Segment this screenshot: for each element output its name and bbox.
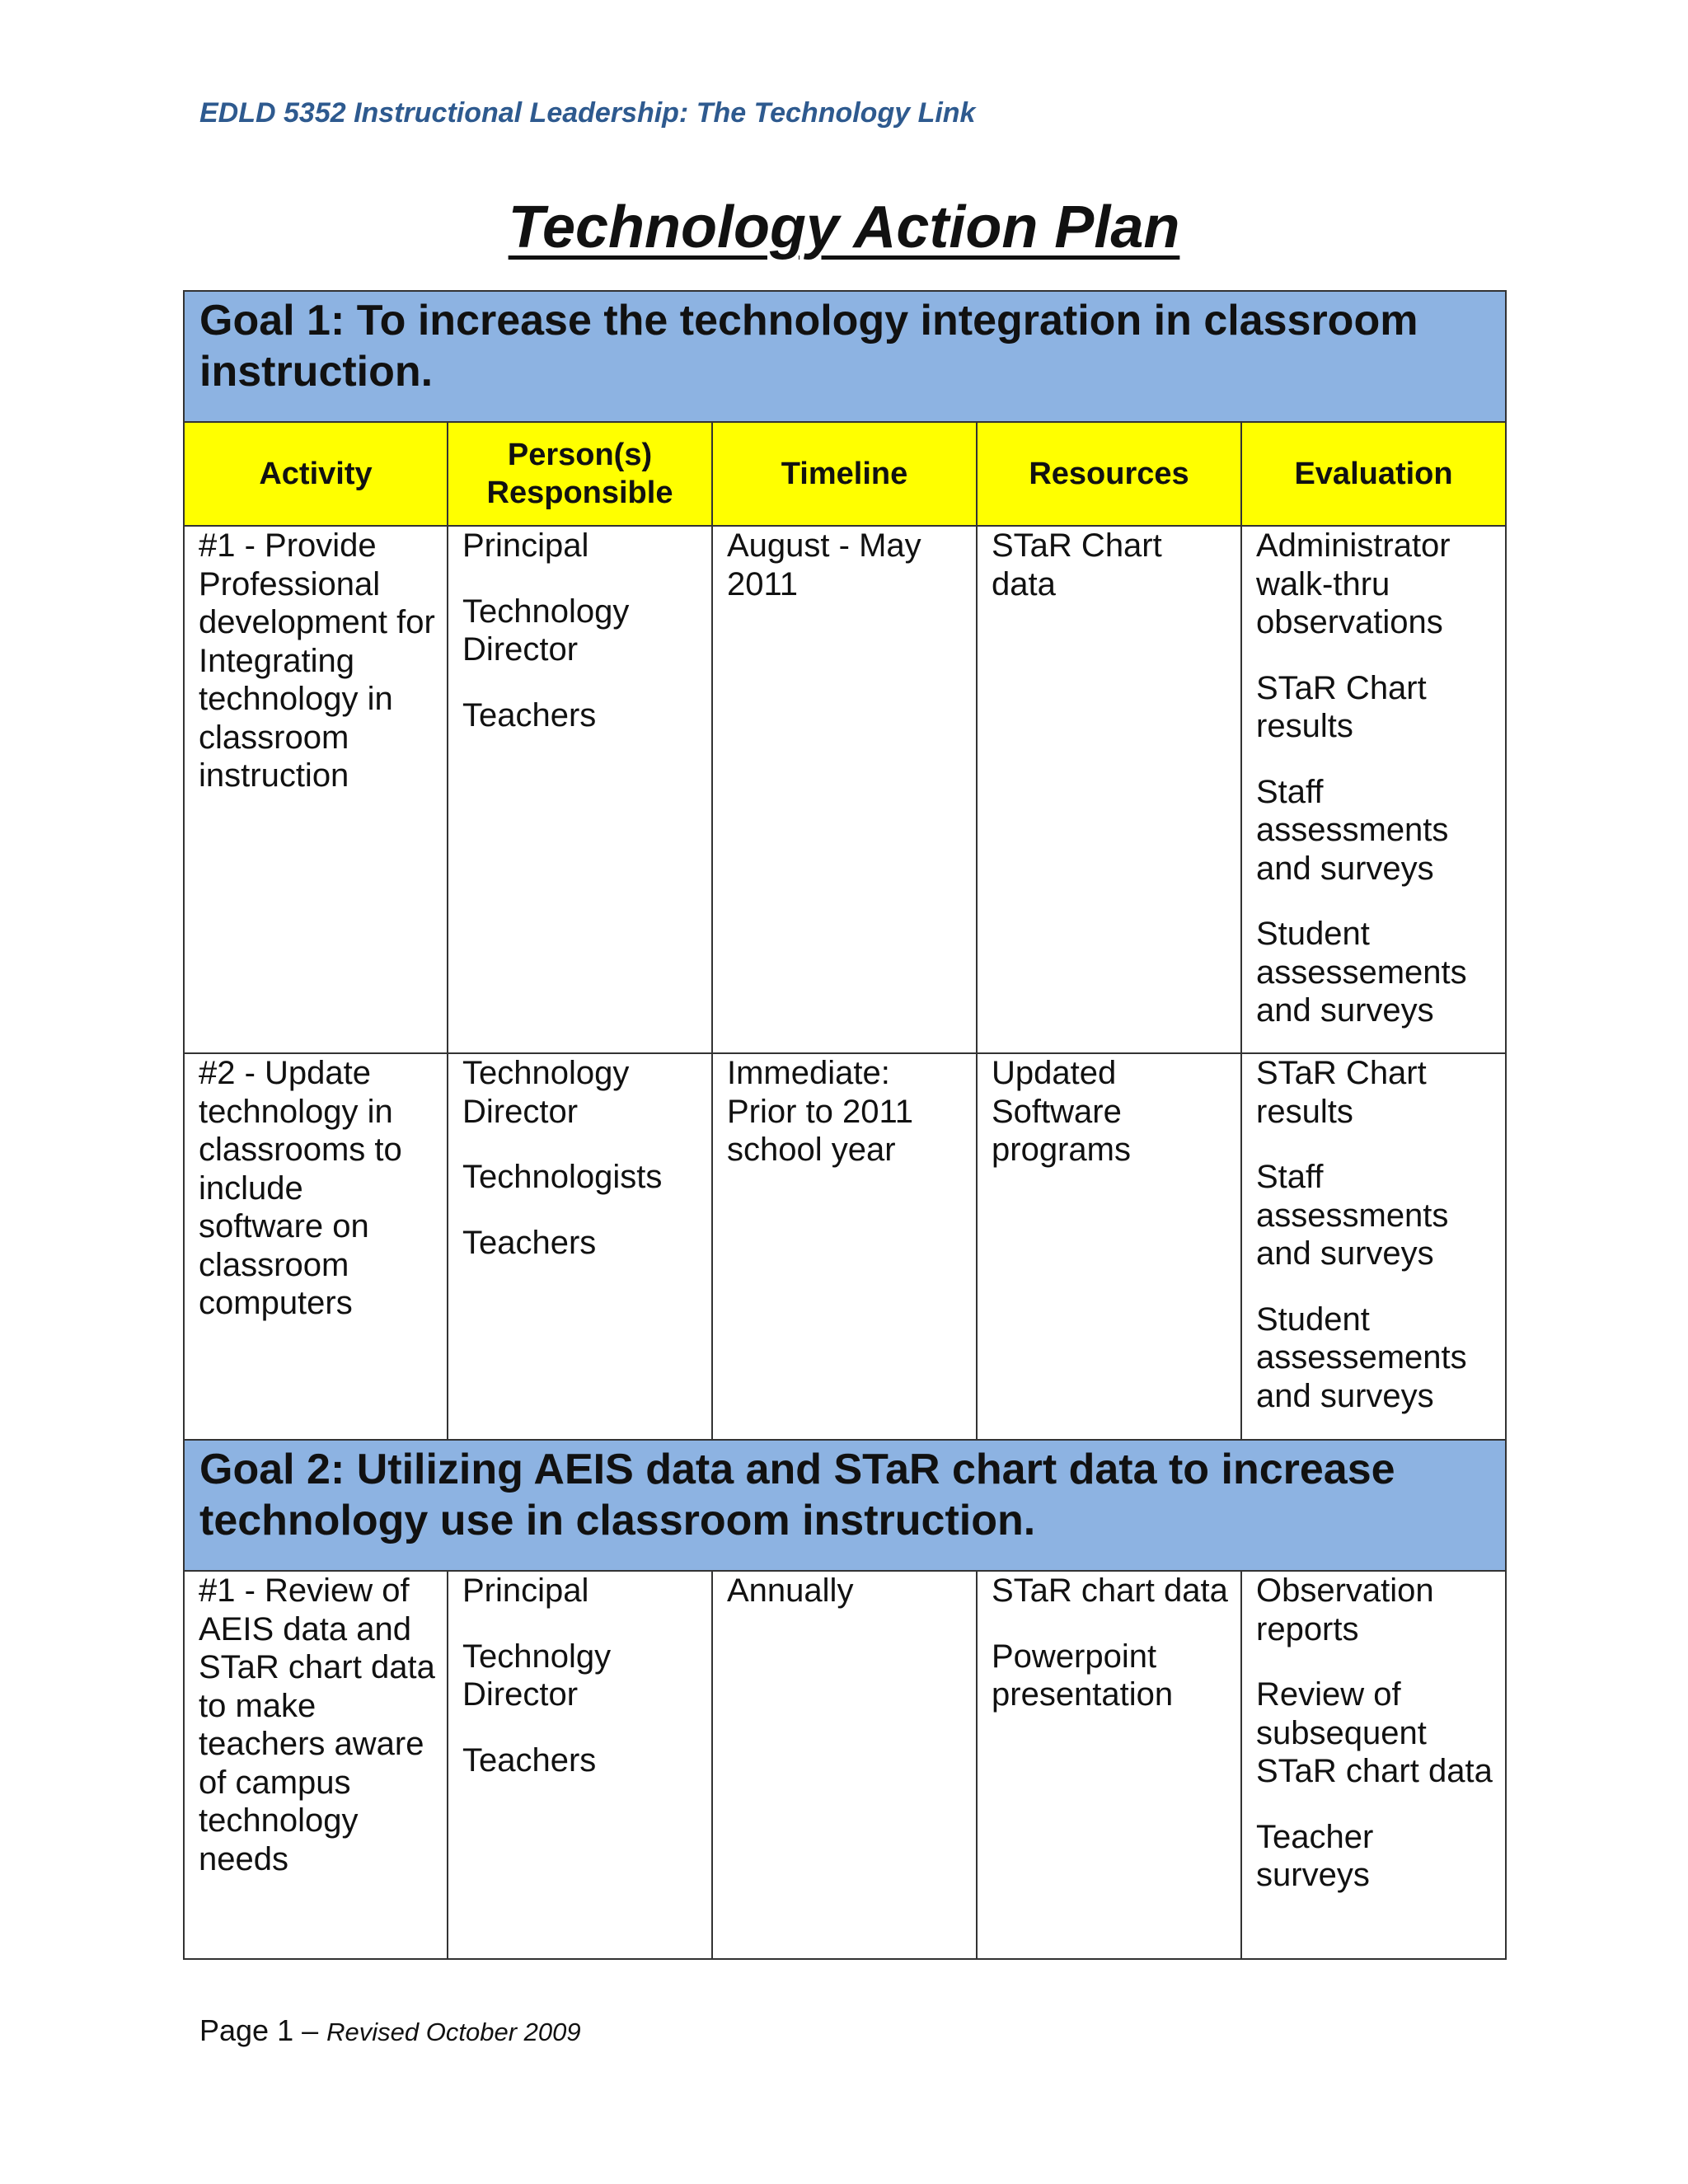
cell-paragraph: Teachers xyxy=(462,1741,597,1779)
goal-2-title: Goal 2: Utilizing AEIS data and STaR chart data to increase technology use in classroom instruction. xyxy=(199,1446,1395,1544)
cell-paragraph: Annually xyxy=(727,1572,854,1609)
cell-paragraph: Immediate: Prior to 2011 school year xyxy=(727,1055,914,1168)
course-header: EDLD 5352 Instructional Leadership: The Technology Link xyxy=(199,97,976,129)
cell-paragraph: Updated Software programs xyxy=(992,1055,1131,1168)
cell-paragraph: Review of subsequent STaR chart data xyxy=(1256,1676,1493,1789)
cell-paragraph: August - May 2011 xyxy=(727,527,921,602)
resources-cell xyxy=(977,526,1241,1053)
resources-cell xyxy=(977,1571,1241,1959)
page-title: Technology Action Plan xyxy=(508,194,1180,260)
goal-1-title: Goal 1: To increase the technology integration in classroom instruction. xyxy=(199,297,1418,396)
cell-paragraph: Administrator walk-thru observations xyxy=(1256,527,1451,640)
evaluation-cell xyxy=(1241,1571,1506,1959)
table-row xyxy=(184,1571,1506,1959)
cell-paragraph: Powerpoint presentation xyxy=(992,1638,1174,1713)
cell-paragraph: Technolgy Director xyxy=(462,1638,612,1713)
cell-paragraph: Principal xyxy=(462,527,589,564)
timeline-cell xyxy=(712,526,977,1053)
action-plan-table xyxy=(183,290,1507,1960)
cell-paragraph: Technology Director xyxy=(462,593,630,668)
column-header-activity: Activity xyxy=(184,422,448,526)
cell-paragraph: STaR chart data xyxy=(992,1572,1228,1609)
cell-paragraph: Teachers xyxy=(462,1224,597,1261)
timeline-cell xyxy=(712,1053,977,1440)
cell-paragraph: Technology Director xyxy=(462,1055,630,1130)
column-header-resources: Resources xyxy=(977,422,1241,526)
cell-paragraph: Teachers xyxy=(462,696,597,733)
cell-paragraph: #1 - Review of AEIS data and STaR chart data to make teachers aware of campus technology needs xyxy=(199,1572,435,1877)
cell-paragraph: Student assessements and surveys xyxy=(1256,916,1467,1029)
cell-paragraph: #2 - Update technology in classrooms to include software on classroom computers xyxy=(199,1055,402,1321)
table-row xyxy=(184,526,1506,1053)
page-footer xyxy=(199,2013,581,2048)
cell-paragraph: Student assessements and surveys xyxy=(1256,1301,1467,1414)
activity-cell xyxy=(184,1053,448,1440)
timeline-cell xyxy=(712,1571,977,1959)
goal-1-header xyxy=(184,291,1506,422)
resources-cell xyxy=(977,1053,1241,1440)
cell-paragraph: STaR Chart data xyxy=(992,527,1162,602)
activity-cell xyxy=(184,1571,448,1959)
evaluation-cell xyxy=(1241,1053,1506,1440)
cell-paragraph: Teacher surveys xyxy=(1256,1818,1374,1893)
persons-cell xyxy=(448,526,712,1053)
cell-paragraph: #1 - Provide Professional development for Integrating technology in classroom instruction xyxy=(199,527,435,794)
revision-note: Revised October 2009 xyxy=(326,2018,581,2046)
cell-paragraph: Staff assessments and surveys xyxy=(1256,773,1449,887)
activity-cell xyxy=(184,526,448,1053)
cell-paragraph: Observation reports xyxy=(1256,1572,1434,1647)
cell-paragraph: STaR Chart results xyxy=(1256,669,1427,744)
table-row xyxy=(184,1053,1506,1440)
cell-paragraph: Staff assessments and surveys xyxy=(1256,1159,1449,1272)
persons-cell xyxy=(448,1053,712,1440)
column-header-evaluation: Evaluation xyxy=(1241,422,1506,526)
cell-paragraph: Principal xyxy=(462,1572,589,1609)
goal-2-header xyxy=(184,1440,1506,1571)
page-number: Page 1 – xyxy=(199,2013,319,2047)
cell-paragraph: STaR Chart results xyxy=(1256,1055,1427,1130)
cell-paragraph: Technologists xyxy=(462,1159,663,1195)
evaluation-cell xyxy=(1241,526,1506,1053)
persons-cell xyxy=(448,1571,712,1959)
column-header-persons: Person(s) Responsible xyxy=(448,422,712,526)
column-header-timeline: Timeline xyxy=(712,422,977,526)
